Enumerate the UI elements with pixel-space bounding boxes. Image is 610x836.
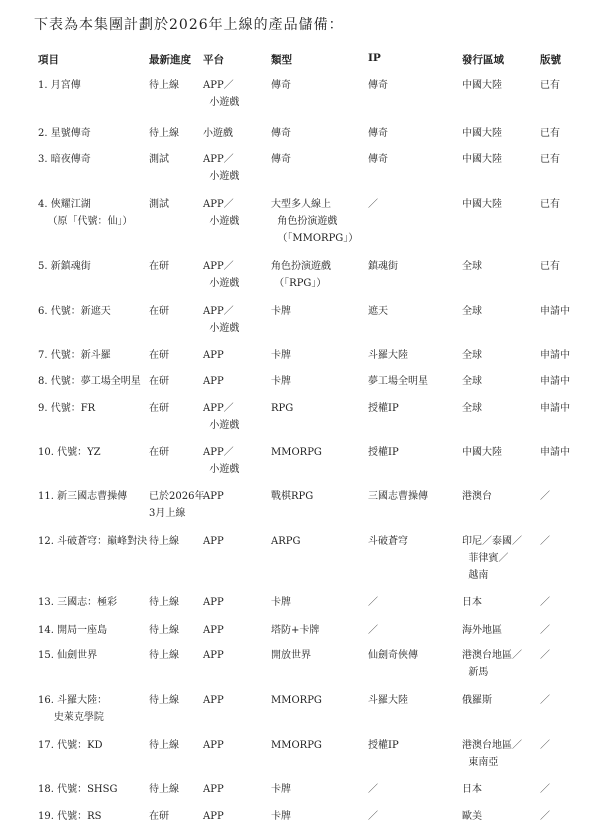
- cell-region: 港澳台地區／ 新馬: [462, 650, 522, 678]
- cell-type: 傳奇: [271, 154, 291, 165]
- cell-region: 海外地區: [462, 625, 502, 636]
- cell-platform: APP／ 小遊戲: [203, 261, 240, 289]
- cell-region: 日本: [462, 597, 482, 608]
- cell-license: 申請中: [540, 376, 570, 387]
- cell-progress: 在研: [149, 811, 169, 822]
- cell-project: 11. 新三國志曹操傳: [38, 491, 128, 502]
- cell-license: 申請中: [540, 447, 570, 458]
- cell-platform: APP／ 小遊戲: [203, 403, 240, 431]
- cell-ip: 鎮魂街: [368, 261, 398, 272]
- cell-type: 大型多人線上 角色扮演遊戲 （「MMORPG」）: [271, 199, 359, 244]
- cell-platform: APP: [203, 536, 224, 547]
- cell-project: 16. 斗羅大陸： 史萊克學院: [38, 695, 108, 723]
- cell-progress: 待上線: [149, 536, 179, 547]
- cell-region: 中國大陸: [462, 154, 502, 165]
- cell-region: 全球: [462, 306, 482, 317]
- cell-project: 1. 月宮傳: [38, 80, 81, 91]
- cell-license: ／: [540, 784, 550, 795]
- header-license: 版號: [540, 54, 561, 66]
- header-progress: 最新進度: [149, 54, 191, 66]
- cell-license: 已有: [540, 128, 560, 139]
- cell-ip: 傳奇: [368, 128, 388, 139]
- cell-license: ／: [540, 695, 550, 706]
- cell-license: ／: [540, 650, 550, 661]
- cell-type: ARPG: [271, 536, 301, 547]
- cell-progress: 在研: [149, 403, 169, 414]
- cell-region: 全球: [462, 350, 482, 361]
- cell-region: 日本: [462, 784, 482, 795]
- cell-license: ／: [540, 536, 550, 547]
- cell-license: 申請中: [540, 350, 570, 361]
- cell-platform: APP: [203, 597, 224, 608]
- cell-type: MMORPG: [271, 447, 322, 458]
- cell-progress: 測試: [149, 199, 169, 210]
- header-region: 發行區域: [462, 54, 504, 66]
- cell-project: 14. 開局一座島: [38, 625, 108, 636]
- cell-progress: 在研: [149, 306, 169, 317]
- cell-project: 7. 代號：新斗羅: [38, 350, 111, 361]
- cell-region: 中國大陸: [462, 447, 502, 458]
- cell-ip: 遮天: [368, 306, 388, 317]
- cell-project: 6. 代號：新遮天: [38, 306, 111, 317]
- cell-platform: APP: [203, 695, 224, 706]
- cell-progress: 待上線: [149, 128, 179, 139]
- cell-ip: 仙劍奇俠傳: [368, 650, 418, 661]
- cell-platform: 小遊戲: [203, 128, 233, 139]
- header-type: 類型: [271, 54, 292, 66]
- cell-type: RPG: [271, 403, 294, 414]
- cell-type: 角色扮演遊戲 （「RPG」）: [271, 261, 331, 289]
- cell-ip: 授權IP: [368, 403, 399, 414]
- intro-text: 下表為本集團計劃於2026年上線的產品儲備：: [34, 17, 344, 33]
- cell-type: 卡牌: [271, 811, 291, 822]
- cell-platform: APP／ 小遊戲: [203, 154, 240, 182]
- cell-project: 12. 斗破蒼穹：巔峰對決: [38, 536, 148, 547]
- cell-progress: 待上線: [149, 740, 179, 751]
- cell-license: ／: [540, 740, 550, 751]
- cell-region: 全球: [462, 261, 482, 272]
- cell-project: 10. 代號：YZ: [38, 447, 101, 458]
- cell-progress: 待上線: [149, 784, 179, 795]
- cell-license: 已有: [540, 199, 560, 210]
- cell-ip: 傳奇: [368, 80, 388, 91]
- cell-region: 全球: [462, 376, 482, 387]
- cell-project: 15. 仙劍世界: [38, 650, 98, 661]
- cell-region: 港澳台地區／ 東南亞: [462, 740, 522, 768]
- cell-project: 9. 代號：FR: [38, 403, 96, 414]
- cell-type: 卡牌: [271, 376, 291, 387]
- cell-progress: 待上線: [149, 80, 179, 91]
- cell-project: 5. 新鎮魂街: [38, 261, 91, 272]
- cell-region: 港澳台: [462, 491, 492, 502]
- cell-license: ／: [540, 811, 550, 822]
- cell-progress: 待上線: [149, 597, 179, 608]
- cell-ip: 授權IP: [368, 740, 399, 751]
- cell-project: 19. 代號：RS: [38, 811, 102, 822]
- cell-ip: ／: [368, 625, 378, 636]
- cell-platform: APP: [203, 740, 224, 751]
- cell-platform: APP／ 小遊戲: [203, 80, 240, 108]
- cell-ip: 授權IP: [368, 447, 399, 458]
- cell-project: 17. 代號：KD: [38, 740, 103, 751]
- cell-platform: APP: [203, 491, 224, 502]
- header-project: 項目: [38, 54, 59, 66]
- cell-region: 中國大陸: [462, 80, 502, 91]
- cell-region: 中國大陸: [462, 128, 502, 139]
- cell-progress: 待上線: [149, 625, 179, 636]
- cell-project: 4. 俠耀江湖 （原「代號：仙」）: [38, 199, 133, 227]
- cell-platform: APP／ 小遊戲: [203, 447, 240, 475]
- cell-type: MMORPG: [271, 740, 322, 751]
- cell-type: 塔防+卡牌: [271, 625, 320, 636]
- cell-license: ／: [540, 491, 550, 502]
- cell-license: 已有: [540, 261, 560, 272]
- cell-project: 2. 星號傳奇: [38, 128, 91, 139]
- cell-ip: 夢工場全明星: [368, 376, 428, 387]
- cell-type: 卡牌: [271, 784, 291, 795]
- cell-ip: 傳奇: [368, 154, 388, 165]
- cell-ip: 斗破蒼穹: [368, 536, 408, 547]
- cell-ip: 三國志曹操傳: [368, 491, 428, 502]
- cell-platform: APP: [203, 376, 224, 387]
- cell-platform: APP／ 小遊戲: [203, 199, 240, 227]
- cell-region: 印尼／泰國／ 菲律賓／ 越南: [462, 536, 522, 581]
- cell-progress: 在研: [149, 376, 169, 387]
- cell-progress: 測試: [149, 154, 169, 165]
- cell-platform: APP: [203, 811, 224, 822]
- cell-progress: 待上線: [149, 695, 179, 706]
- cell-progress: 已於2026年 3月上線: [149, 491, 205, 519]
- cell-platform: APP: [203, 650, 224, 661]
- cell-platform: APP: [203, 350, 224, 361]
- cell-ip: ／: [368, 199, 378, 210]
- cell-region: 全球: [462, 403, 482, 414]
- cell-progress: 在研: [149, 447, 169, 458]
- cell-license: 申請中: [540, 403, 570, 414]
- cell-platform: APP: [203, 784, 224, 795]
- cell-project: 13. 三國志：極彩: [38, 597, 118, 608]
- cell-license: 申請中: [540, 306, 570, 317]
- header-ip: IP: [368, 52, 381, 64]
- cell-progress: 待上線: [149, 650, 179, 661]
- cell-type: 傳奇: [271, 80, 291, 91]
- cell-region: 歐美: [462, 811, 482, 822]
- cell-type: 卡牌: [271, 350, 291, 361]
- cell-license: ／: [540, 597, 550, 608]
- cell-project: 18. 代號：SHSG: [38, 784, 118, 795]
- cell-type: 傳奇: [271, 128, 291, 139]
- cell-license: ／: [540, 625, 550, 636]
- header-platform: 平台: [203, 54, 224, 66]
- cell-ip: ／: [368, 597, 378, 608]
- cell-type: MMORPG: [271, 695, 322, 706]
- cell-ip: ／: [368, 811, 378, 822]
- cell-progress: 在研: [149, 261, 169, 272]
- cell-type: 卡牌: [271, 597, 291, 608]
- cell-ip: 斗羅大陸: [368, 695, 408, 706]
- cell-ip: 斗羅大陸: [368, 350, 408, 361]
- cell-license: 已有: [540, 80, 560, 91]
- cell-region: 俄羅斯: [462, 695, 492, 706]
- cell-region: 中國大陸: [462, 199, 502, 210]
- cell-type: 戰棋RPG: [271, 491, 314, 502]
- cell-project: 8. 代號：夢工場全明星: [38, 376, 141, 387]
- cell-platform: APP／ 小遊戲: [203, 306, 240, 334]
- cell-platform: APP: [203, 625, 224, 636]
- cell-progress: 在研: [149, 350, 169, 361]
- cell-type: 卡牌: [271, 306, 291, 317]
- cell-project: 3. 暗夜傳奇: [38, 154, 91, 165]
- cell-ip: ／: [368, 784, 378, 795]
- cell-type: 開放世界: [271, 650, 311, 661]
- cell-license: 已有: [540, 154, 560, 165]
